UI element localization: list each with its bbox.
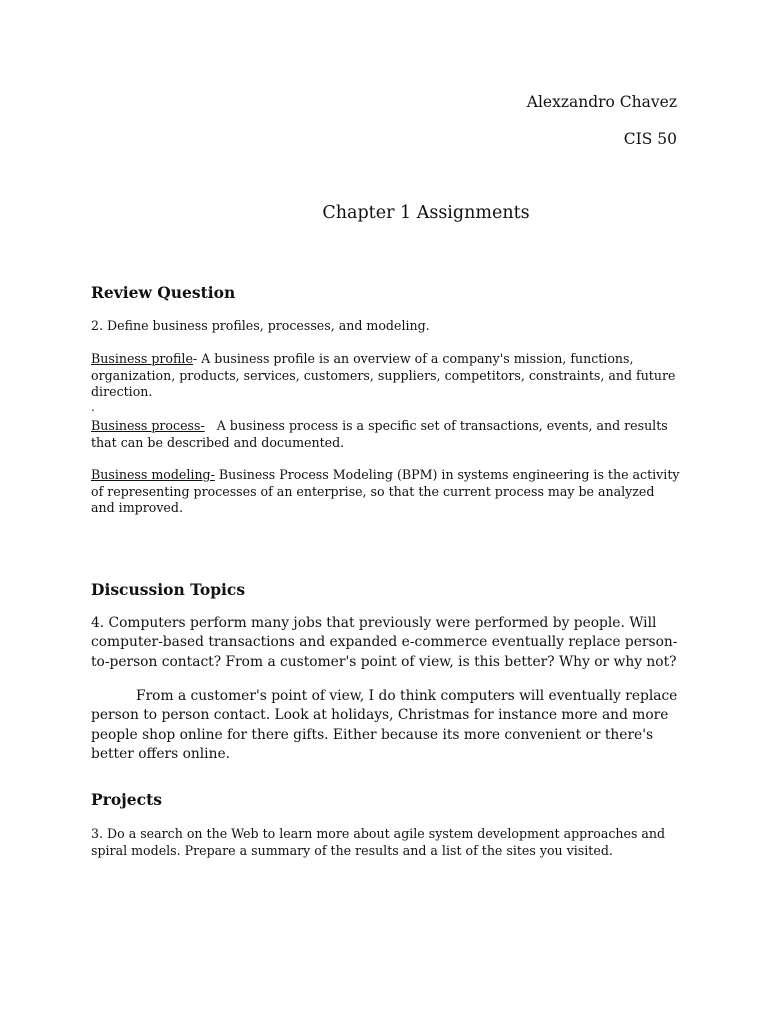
business-modeling-definition: Business Process Modeling (BPM) in systems engineering is the activity of representing processes of an enterprise, so that the current process may be analyzed and improved. bbox=[91, 467, 680, 516]
page-title: Chapter 1 Assignments bbox=[322, 203, 530, 223]
review-question: 2. Define business profiles, processes, and modeling. bbox=[91, 318, 430, 333]
stray-dot: . bbox=[91, 400, 95, 414]
business-process-paragraph bbox=[91, 418, 681, 451]
projects-heading: Projects bbox=[91, 790, 162, 809]
discussion-question: 4. Computers perform many jobs that previously were performed by people. Will computer-based transactions and expanded e-commerce eventually replace person-to-person contact? From a customer's point of view, is this better? Why or why not? bbox=[91, 615, 678, 670]
business-process-term: Business process- bbox=[91, 418, 205, 433]
projects-text: 3. Do a search on the Web to learn more about agile system development approaches and spiral models. Prepare a summary of the results and a list of the sites you visited. bbox=[91, 826, 666, 858]
discussion-heading: Discussion Topics bbox=[91, 580, 246, 599]
business-modeling-paragraph bbox=[91, 467, 681, 517]
business-profile-definition: - A business profile is an overview of a company's mission, functions, organization, products, services, customers, suppliers, competitors, constraints, and future direction. bbox=[91, 351, 676, 400]
author-name: Alexzandro Chavez bbox=[526, 93, 677, 111]
course-name: CIS 50 bbox=[623, 130, 677, 148]
discussion-answer bbox=[91, 687, 681, 764]
business-modeling-term: Business modeling- bbox=[91, 467, 215, 482]
review-heading: Review Question bbox=[91, 283, 236, 302]
discussion-answer-text: From a customer's point of view, I do think computers will eventually replace person to person contact. Look at holidays, Christmas for instance more and more people shop online for there gifts. Either because its more convenient or there's better offers online. bbox=[91, 688, 678, 762]
business-profile-term: Business profile bbox=[91, 351, 193, 366]
business-process-definition: A business process is a specific set of transactions, events, and results that can be described and documented. bbox=[91, 418, 672, 450]
business-profile-paragraph bbox=[91, 351, 681, 401]
